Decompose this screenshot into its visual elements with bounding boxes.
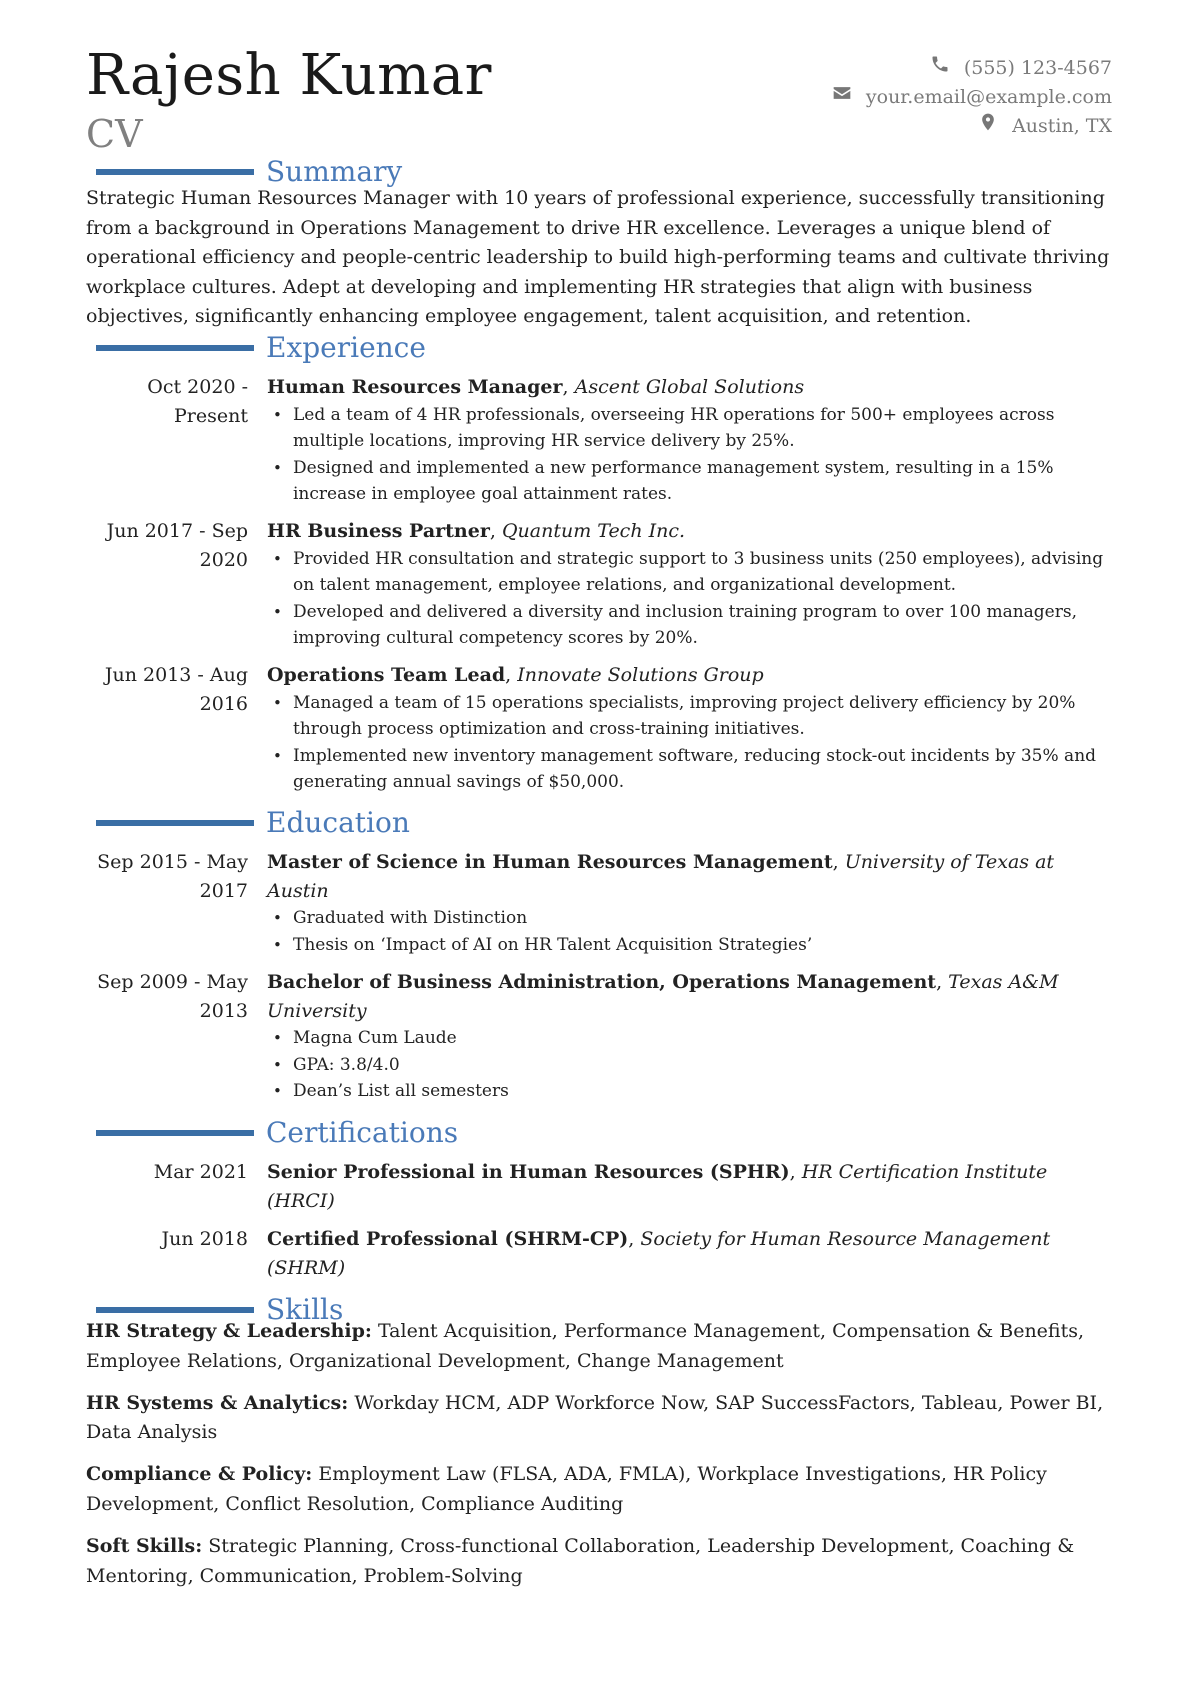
section-heading-experience <box>96 331 426 365</box>
skill-row <box>86 1317 1116 1376</box>
entry-bullet: • GPA: 3.8/4.0 <box>293 1052 1112 1079</box>
entry-date: Sep 2015 - May 2017 <box>97 851 248 902</box>
certification-issuer: Society for Human Resource Management (SHRM) <box>267 1228 1051 1279</box>
document-subtitle: CV <box>86 112 143 156</box>
skill-row <box>86 1532 1116 1591</box>
entry-bullet: • Graduated with Distinction <box>293 905 1112 932</box>
skill-items: Strategic Planning, Cross-functional Collaboration, Leadership Development, Coaching & Mentoring, Communication, Problem-Solving <box>86 1535 1075 1587</box>
entry-bullet: • Managed a team of 15 operations specialists, improving project delivery efficiency by 20% through process optimization and cross-training initiatives. <box>293 690 1112 743</box>
location-text: Austin, TX <box>1012 115 1112 137</box>
entry-role: HR Business Partner <box>267 520 490 542</box>
entry-bullet: • Thesis on ‘Impact of AI on HR Talent Acquisition Strategies’ <box>293 932 1112 959</box>
section-rule <box>96 1130 254 1136</box>
section-title: Certifications <box>266 1116 459 1149</box>
entry-org: Ascent Global Solutions <box>574 376 805 398</box>
entry-role: Human Resources Manager <box>267 376 563 398</box>
entry-bullet: • Provided HR consultation and strategic support to 3 business units (250 employees), advising on talent management, employee relations, and organizational development. <box>293 546 1112 599</box>
section-heading-education <box>96 806 410 840</box>
contact-location <box>832 112 1112 141</box>
entry-date: Mar 2021 <box>153 1161 248 1183</box>
section-heading-certifications <box>96 1116 458 1150</box>
entry-date: Oct 2020 - Present <box>147 376 248 427</box>
skill-category: Soft Skills: <box>86 1535 203 1558</box>
skill-items: Workday HCM, ADP Workforce Now, SAP SuccessFactors, Tableau, Power BI, Data Analysis <box>86 1391 1104 1444</box>
skill-category: HR Systems & Analytics: <box>86 1391 349 1414</box>
map-pin-icon <box>978 112 998 141</box>
section-title: Summary <box>266 155 403 188</box>
entry-bullet: • Developed and delivered a diversity and inclusion training program to over 100 managers, improving cultural competency scores by 20%. <box>293 599 1112 652</box>
entry-institution: Texas A&M University <box>267 971 1059 1022</box>
entry-degree: Bachelor of Business Administration, Operations Management <box>267 971 937 993</box>
section-rule <box>96 820 254 826</box>
skills-list <box>86 1317 1116 1604</box>
phone-icon <box>930 54 950 83</box>
phone-number: (555) 123-4567 <box>963 57 1112 79</box>
certification-name: Senior Professional in Human Resources (SPHR) <box>267 1161 790 1183</box>
section-rule <box>96 1307 254 1313</box>
section-rule <box>96 345 254 351</box>
certification-issuer: HR Certification Institute (HRCI) <box>267 1161 1048 1212</box>
entry-org: Innovate Solutions Group <box>517 664 764 686</box>
contact-email <box>832 83 1112 112</box>
entry-bullet: • Designed and implemented a new performance management system, resulting in a 15% increase in employee goal attainment rates. <box>293 455 1112 508</box>
section-title: Skills <box>266 1293 344 1326</box>
section-rule <box>96 169 254 175</box>
skill-category: HR Strategy & Leadership: <box>86 1320 372 1342</box>
section-title: Education <box>266 806 410 839</box>
skill-items: Talent Acquisition, Performance Management, Compensation & Benefits, Employee Relations, Organizational Development, Change Management <box>86 1320 1085 1372</box>
summary-text: Strategic Human Resources Manager with 10 years of professional experience, successfully transitioning from a background in Operations Management to drive HR excellence. Leverages a unique blend of operational efficiency and people-centric leadership to build high-performing teams and cultivate thriving workplace cultures. Adept at developing and implementing HR strategies that align with business objectives, significantly enhancing employee engagement, talent acquisition, and retention. <box>86 187 1110 328</box>
skill-row <box>86 1389 1116 1448</box>
skill-category: Compliance & Policy: <box>86 1463 313 1486</box>
cv-page: Rajesh Kumar CV (555) 123-4567 your.email@example.com Austin, TX Summary Strategic Human Resources Manager with 10 years of professional experience, successfully transitioning from a background in Operations Management to drive HR excellence. Leverages a unique blend of operational efficiency and people-centric leadership to build high-performing teams and cultivate thriving workplace cultures. Adept at developing and implementing HR strategies that align with business objectives, significantly enhancing employee engagement, talent acquisition, and retention. Experience Oct 2020 - Present Human Resources Manager, Ascent Global Solutions • Led a team of 4 HR professionals, overseeing HR operations for 500+ employees across multiple locations, improving HR service delivery by 25%. • Designed and implemented a new performance management system, resulting in a 15% increase in employee goal attainment rates. Jun 2017 - Sep 2020 HR Business Partner, Quantum Tech Inc. • Provided HR consultation and strategic support to 3 business units (250 employees), advising on talent management, employee relations, and organizational development. • Developed and delivered a diversity and inclusion training program to over 100 managers, improving cultural competency scores by 20%. Jun 2013 - Aug 2016 Operations Team Lead, Innovate Solutions Group • Managed a team of 15 operations specialists, improving project delivery efficiency by 20% through process optimization and cross-training initiatives. • Implemented new inventory management software, reducing stock-out incidents by 35% and generating annual savings of $50,000. Education Sep 2015 - May 2017 Master of Science in Human Resources Management, University of Texas at Austin • Graduated with Distinction • Thesis on ‘Impact of AI on HR Talent Acquisition Strategies’ Sep 2009 - May 2013 Bachelor of Business Administration, Operations Management, Texas A&M University • Magna Cum Laude • GPA: 3.8/4.0 • Dean’s List all semesters Certifications Mar 2021 Senior Professional in Human Resources (SPHR), HR Certification Institute (HRCI) Jun 2018 Certified Professional (SHRM-CP), Society for Human Resource Management (SHRM) Skills HR Strategy & Leadership: Talent Acquisition, Performance Management, Compensation & Benefits, Employee Relations, Organizational Development, Change Management HR Systems & Analytics: Workday HCM, ADP Workforce Now, SAP SuccessFactors, Tableau, Power BI, Data Analysis Compliance & Policy: Employment Law (FLSA, ADA, FMLA), Workplace Investigations, HR Policy Development, Conflict Resolution, Compliance Auditing Soft Skills: Strategic Planning, Cross-functional Collaboration, Leadership Development, Coaching & Mentoring, Communication, Problem-Solving <box>0 0 1190 1683</box>
skill-items: Employment Law (FLSA, ADA, FMLA), Workplace Investigations, HR Policy Development, Conflict Resolution, Compliance Auditing <box>86 1463 1047 1515</box>
entry-bullet: • Implemented new inventory management software, reducing stock-out incidents by 35% and generating annual savings of $50,000. <box>293 743 1112 796</box>
entry-bullet: • Dean’s List all semesters <box>293 1078 1112 1105</box>
entry-date: Sep 2009 - May 2013 <box>97 971 248 1022</box>
contact-phone <box>832 54 1112 83</box>
entry-bullet: • Magna Cum Laude <box>293 1025 1112 1052</box>
contact-block <box>832 54 1112 141</box>
skill-row <box>86 1460 1116 1519</box>
email-address[interactable]: your.email@example.com <box>865 86 1112 108</box>
section-title: Experience <box>266 331 426 364</box>
entry-date: Jun 2013 - Aug 2016 <box>104 664 248 715</box>
envelope-icon <box>832 83 852 112</box>
entry-date: Jun 2018 <box>161 1228 248 1250</box>
entry-degree: Master of Science in Human Resources Management <box>267 851 833 873</box>
certification-name: Certified Professional (SHRM-CP) <box>267 1228 629 1250</box>
entry-org: Quantum Tech Inc. <box>501 520 686 542</box>
candidate-name: Rajesh Kumar <box>86 43 492 108</box>
entry-bullet: • Led a team of 4 HR professionals, overseeing HR operations for 500+ employees across multiple locations, improving HR service delivery by 25%. <box>293 402 1112 455</box>
entry-role: Operations Team Lead <box>267 664 506 686</box>
entry-institution: University of Texas at Austin <box>267 851 1055 902</box>
entry-date: Jun 2017 - Sep 2020 <box>106 520 248 571</box>
